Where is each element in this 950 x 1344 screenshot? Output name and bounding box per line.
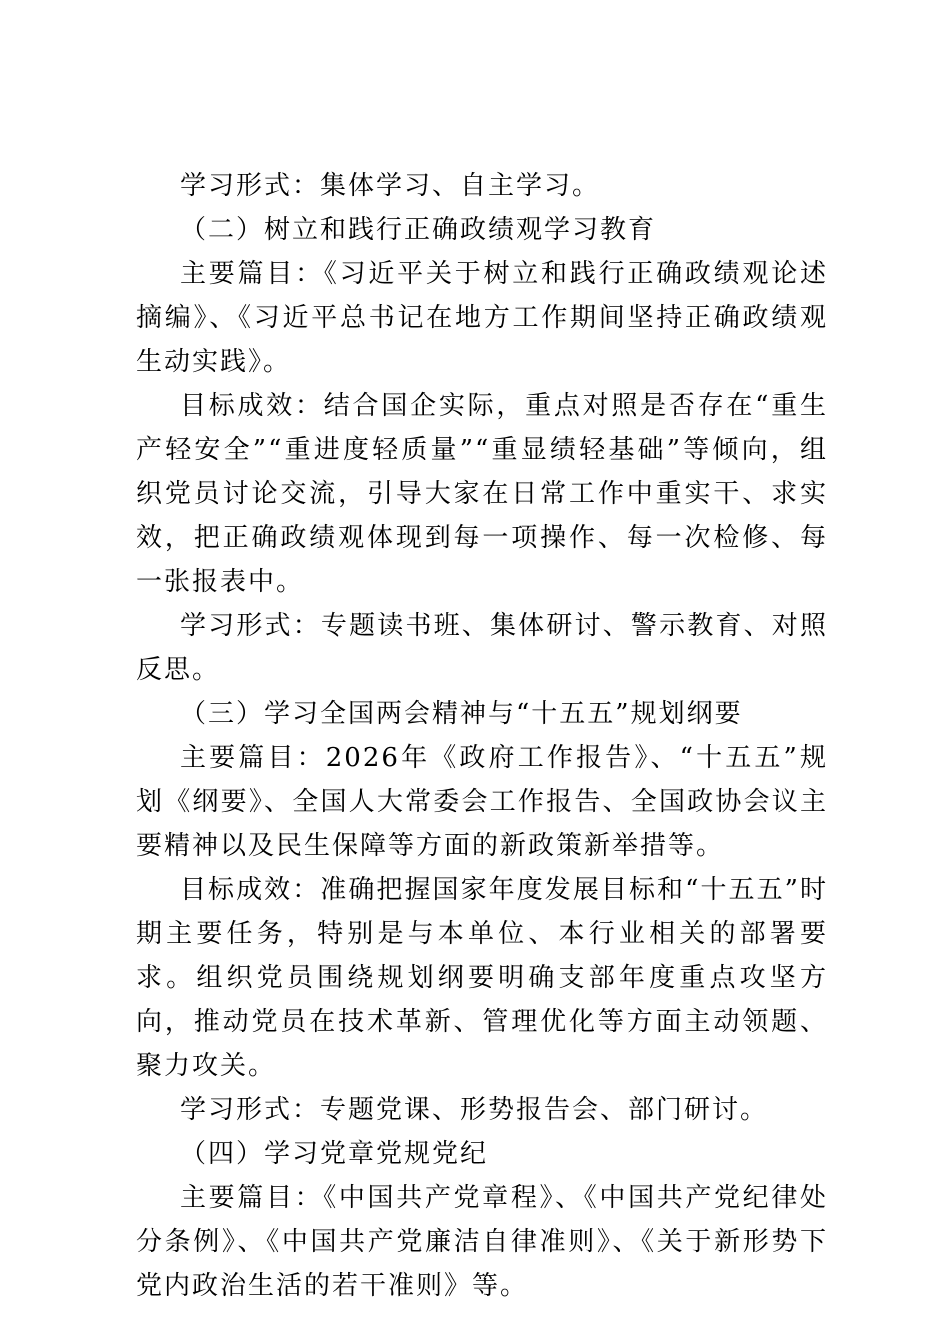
paragraph-goals-3: 目标成效：准确把握国家年度发展目标和“十五五”时期主要任务，特别是与本单位、本行业相关的部署要求。组织党员围绕规划纲要明确支部年度重点攻坚方向，推动党员在技术革新、管理优化等方面主动领题、聚力攻关。	[136, 875, 828, 1081]
section-heading-3: （三）学习全国两会精神与“十五五”规划纲要	[180, 699, 743, 729]
paragraph-study-form-2: 学习形式：专题读书班、集体研讨、警示教育、对照反思。	[136, 611, 828, 685]
section-heading-2: （二）树立和践行正确政绩观学习教育	[180, 215, 657, 245]
paragraph-study-form-3: 学习形式：专题党课、形势报告会、部门研讨。	[180, 1095, 769, 1125]
paragraph-main-readings-3: 主要篇目：2026年《政府工作报告》、“十五五”规划《纲要》、全国人大常委会工作报告、全国政协会议主要精神以及民生保障等方面的新政策新举措等。	[136, 743, 828, 861]
paragraph-study-form-1: 学习形式：集体学习、自主学习。	[180, 171, 601, 201]
document-body	[136, 164, 828, 1308]
section-heading-4: （四）学习党章党规党纪	[180, 1139, 489, 1169]
paragraph-goals-2: 目标成效：结合国企实际，重点对照是否存在“重生产轻安全”“重进度轻质量”“重显绩轻基础”等倾向，组织党员讨论交流，引导大家在日常工作中重实干、求实效，把正确政绩观体现到每一项操作、每一次检修、每一张报表中。	[136, 391, 828, 597]
paragraph-main-readings-4: 主要篇目：《中国共产党章程》、《中国共产党纪律处分条例》、《中国共产党廉洁自律准则》、《关于新形势下党内政治生活的若干准则》等。	[136, 1183, 828, 1301]
paragraph-main-readings-2: 主要篇目：《习近平关于树立和践行正确政绩观论述摘编》、《习近平总书记在地方工作期间坚持正确政绩观生动实践》。	[136, 259, 828, 377]
